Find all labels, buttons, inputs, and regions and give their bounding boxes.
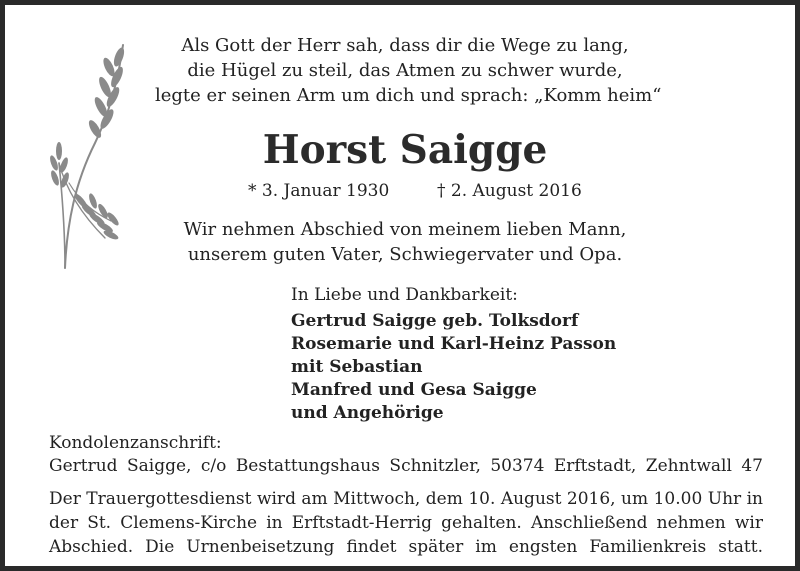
service-line: Abschied. Die Urnenbeisetzung findet später im engsten Familienkreis statt.	[49, 537, 763, 557]
service-line: der St. Clemens-Kirche in Erftstadt-Herrig gehalten. Anschließend nehmen wir	[49, 513, 763, 533]
gratitude-line: In Liebe und Dankbarkeit:	[291, 285, 518, 305]
wheat-icon	[45, 33, 135, 273]
poem-line: die Hügel zu steil, das Atmen zu schwer wurde,	[187, 60, 623, 81]
birth-date: * 3. Januar 1930	[248, 181, 390, 201]
mourner-line: und Angehörige	[291, 403, 444, 423]
mourners-list	[291, 310, 616, 425]
condolence-address-line: Gertrud Saigge, c/o Bestattungshaus Schnitzler, 50374 Erftstadt, Zehntwall 47	[49, 456, 763, 476]
condolence-address	[49, 432, 763, 478]
death-date: † 2. August 2016	[437, 181, 582, 201]
deceased-name: Horst Saigge	[262, 127, 548, 173]
farewell-line: unserem guten Vater, Schwiegervater und Opa.	[187, 244, 623, 265]
mourner-line: Gertrud Saigge geb. Tolksdorf	[291, 311, 579, 331]
condolence-label: Kondolenzanschrift:	[49, 433, 222, 453]
service-info	[49, 487, 763, 559]
poem	[155, 33, 662, 108]
poem-line: Als Gott der Herr sah, dass dir die Wege zu lang,	[181, 35, 629, 56]
mourner-line: Manfred und Gesa Saigge	[291, 380, 537, 400]
mourner-line: Rosemarie und Karl-Heinz Passon	[291, 334, 617, 354]
mourner-line: mit Sebastian	[291, 357, 423, 377]
farewell-text	[155, 217, 655, 267]
service-line: Der Trauergottesdienst wird am Mittwoch, dem 10. August 2016, um 10.00 Uhr in	[49, 489, 763, 509]
farewell-line: Wir nehmen Abschied von meinem lieben Mann,	[183, 219, 627, 240]
poem-line: legte er seinen Arm um dich und sprach: „Komm heim“	[155, 85, 662, 106]
